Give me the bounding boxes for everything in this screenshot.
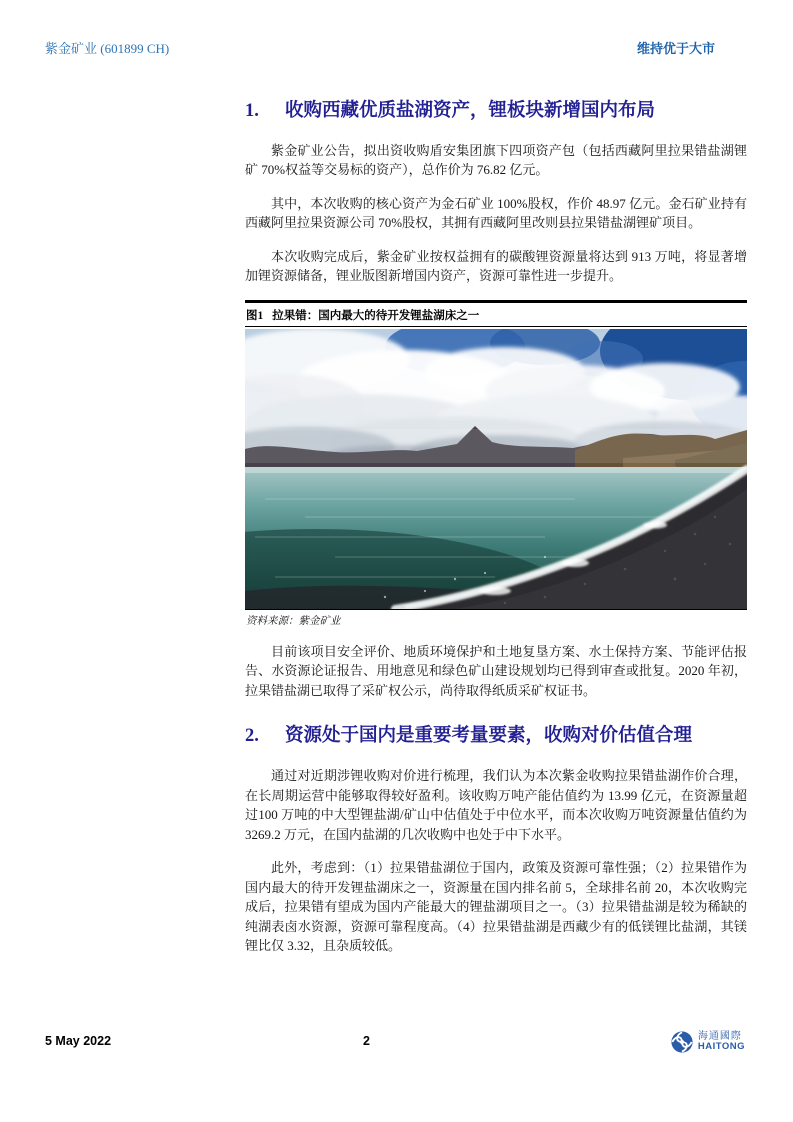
paragraph: 通过对近期涉锂收购对价进行梳理，我们认为本次紫金收购拉果错盐湖作价合理，在长周期运营中能够取得较好盈利。该收购万吨产能估值约为 13.99 亿元，在资源量超过100 万吨的中大型锂盐湖/矿山中估值处于中位水平，而本次收购万吨资源量估值约为 3269.2 万元，在国内盐湖的几次收购中也处于中下水平。: [245, 768, 747, 842]
page-number: 2: [363, 1034, 370, 1048]
section-2-heading: [245, 724, 747, 749]
page-header: [45, 38, 715, 57]
paragraph: 其中，本次收购的核心资产为金石矿业 100%股权，作价 48.97 亿元。金石矿业持有西藏阿里拉果资源公司 70%股权，其拥有西藏阿里改则县拉果错盐湖锂矿项目。: [245, 195, 747, 231]
figure-caption-text: 拉果错：国内最大的待开发锂盐湖床之一: [272, 309, 480, 322]
figure-image-wrap: [245, 327, 747, 609]
haitong-logo-cn: 海通國際: [697, 1031, 742, 1043]
figure-caption: [245, 300, 747, 327]
haitong-logo: [670, 1030, 745, 1054]
report-date: 5 May 2022: [45, 1034, 112, 1048]
figure-1: [245, 300, 747, 628]
figure-source: 资料来源：紫金矿业: [245, 609, 747, 628]
section-2-number: 2.: [245, 726, 259, 747]
section-1-title: 收购西藏优质盐湖资产，锂板块新增国内布局: [285, 101, 656, 121]
haitong-logo-en: HAITONG: [697, 1041, 745, 1053]
section-2-title: 资源处于国内是重要考量要素，收购对价估值合理: [285, 726, 693, 747]
rating-badge: 维持优于大市: [636, 41, 715, 56]
stock-title: 紫金矿业 (601899 CH): [45, 41, 170, 56]
paragraph: 此外，考虑到：（1）拉果错盐湖位于国内，政策及资源可靠性强；（2）拉果错作为国内最大的待开发锂盐湖床之一，资源量在国内排名前 5，全球排名前 20，本次收购完成后，拉果错有望成为国内产能最大的锂盐湖项目之一。（3）拉果错盐湖是较为稀缺的纯湖表卤水资源，资源可靠程度高。（4）拉果错盐湖是西藏少有的低镁锂比盐湖，其镁锂比仅 3.32，且杂质较低。: [245, 860, 747, 954]
figure-label: 图1: [246, 309, 264, 322]
haitong-logo-text: [698, 1031, 745, 1052]
lake-photo-image: [245, 329, 747, 609]
section-1-number: 1.: [245, 101, 259, 121]
paragraph: 目前该项目安全评价、地质环境保护和土地复垦方案、水土保持方案、节能评估报告、水资源论证报告、用地意见和绿色矿山建设规划均已得到审查或批复。2020 年初，拉果错盐湖已取得了采矿权公示，尚待取得纸质采矿权证书。: [245, 643, 747, 698]
section-1-heading: [245, 99, 747, 124]
paragraph: 本次收购完成后，紫金矿业按权益拥有的碳酸锂资源量将达到 913 万吨，将显著增加锂资源储备，锂业版图新增国内资产，资源可靠性进一步提升。: [245, 248, 747, 284]
page-footer: [45, 1030, 748, 1064]
content-column: [245, 99, 747, 956]
paragraph: 紫金矿业公告，拟出资收购盾安集团旗下四项资产包（包括西藏阿里拉果错盐湖锂矿 70%权益等交易标的资产），总作价为 76.82 亿元。: [245, 142, 747, 178]
haitong-logo-icon: [670, 1030, 694, 1054]
